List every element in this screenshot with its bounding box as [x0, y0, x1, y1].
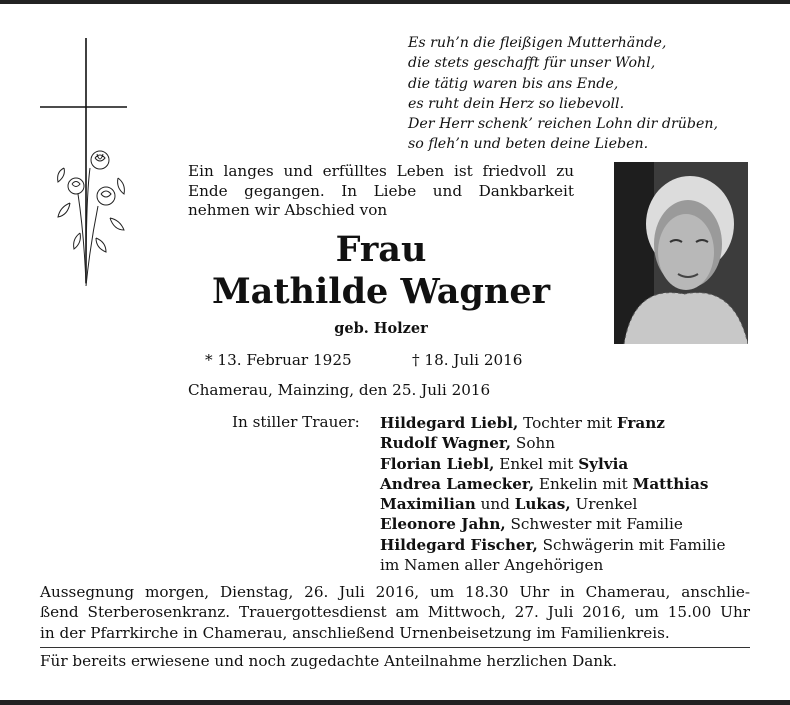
poem-line: die tätig waren bis ans Ende, [408, 75, 619, 92]
mourner-name: Hildegard Liebl, [380, 414, 519, 432]
bottom-border [0, 700, 790, 705]
mourner-name: Florian Liebl, [380, 454, 495, 473]
mourner-relation: im Namen aller Angehörigen [380, 556, 604, 575]
birth-date: * 13. Februar 1925 [205, 351, 352, 369]
poem [408, 33, 768, 155]
ceremony-line: ßend Sterberosenkranz. Trauergottesdienst am Mittwoch, 27. Juli 2016, um 15.00 Uhr [40, 603, 750, 622]
mourner-relation: und [475, 495, 515, 514]
mourner-relation: Schwester mit Familie [505, 515, 683, 534]
place-and-date: Chamerau, Mainzing, den 25. Juli 2016 [188, 381, 491, 399]
mourner-name: Rudolf Wagner, [380, 434, 512, 453]
mourner-relation: Urenkel [570, 495, 638, 514]
deceased-name: Mathilde Wagner [211, 271, 551, 312]
mourner-line [380, 514, 726, 534]
mourner-line [380, 535, 726, 555]
mourner-name: Matthias [632, 474, 709, 493]
mourner-name: Sylvia [578, 454, 629, 473]
cross-with-roses-icon [40, 38, 132, 328]
death-date: † 18. Juli 2016 [412, 351, 523, 369]
ceremony-line: in der Pfarrkirche in Chamerau, anschließend Urnenbeisetzung im Familienkreis. [40, 623, 670, 642]
mourning-label: In stiller Trauer: [232, 413, 360, 431]
poem-line: Es ruh’n die fleißigen Mutterhände, [408, 35, 667, 51]
mourner-name: Lukas, [514, 495, 571, 514]
deceased-name-block [188, 228, 574, 337]
mourner-name: Franz [616, 414, 665, 432]
ceremony-text [40, 582, 750, 643]
intro-line: Ein langes und erfülltes Leben ist friedvoll zu [188, 162, 574, 180]
mourner-line [380, 433, 726, 453]
mourner-line [380, 474, 726, 494]
poem-line: so fleh’n und beten deine Lieben. [408, 136, 649, 153]
poem-line: es ruht dein Herz so liebevoll. [408, 95, 625, 112]
mourner-line [380, 555, 726, 575]
mourner-line [380, 494, 726, 514]
mourner-relation: Schwägerin mit Familie [537, 535, 726, 554]
thanks-text: Für bereits erwiesene und noch zugedachte Anteilnahme herzlichen Dank. [40, 652, 618, 670]
birth-name: geb. Holzer [334, 320, 428, 337]
mourner-relation: Tochter mit [518, 414, 617, 432]
mourner-name: Eleonore Jahn, [380, 515, 506, 534]
poem-line: Der Herr schenk’ reichen Lohn dir drüben, [408, 116, 719, 133]
mourner-name: Andrea Lamecker, [380, 474, 535, 493]
top-border [0, 0, 790, 4]
intro-line: nehmen wir Abschied von [188, 201, 388, 220]
portrait-photo [614, 162, 748, 344]
mourner-relation: Enkelin mit [534, 474, 633, 493]
intro-line: Ende gegangen. In Liebe und Dankbarkeit [188, 181, 574, 200]
mourner-relation: Enkel mit [494, 454, 579, 473]
mourner-line [380, 454, 726, 474]
mourners-list [380, 413, 726, 575]
divider [40, 647, 750, 648]
mourner-name: Maximilian [380, 495, 476, 514]
ceremony-line: Aussegnung morgen, Dienstag, 26. Juli 2016, um 18.30 Uhr in Chamerau, anschlie- [40, 583, 750, 601]
salutation: Frau [335, 229, 427, 270]
mourner-relation: Sohn [511, 434, 556, 453]
mourner-line [380, 413, 726, 433]
mourner-name: Hildegard Fischer, [380, 535, 538, 554]
poem-line: die stets geschafft für unser Wohl, [408, 55, 656, 72]
intro-text [188, 162, 574, 221]
